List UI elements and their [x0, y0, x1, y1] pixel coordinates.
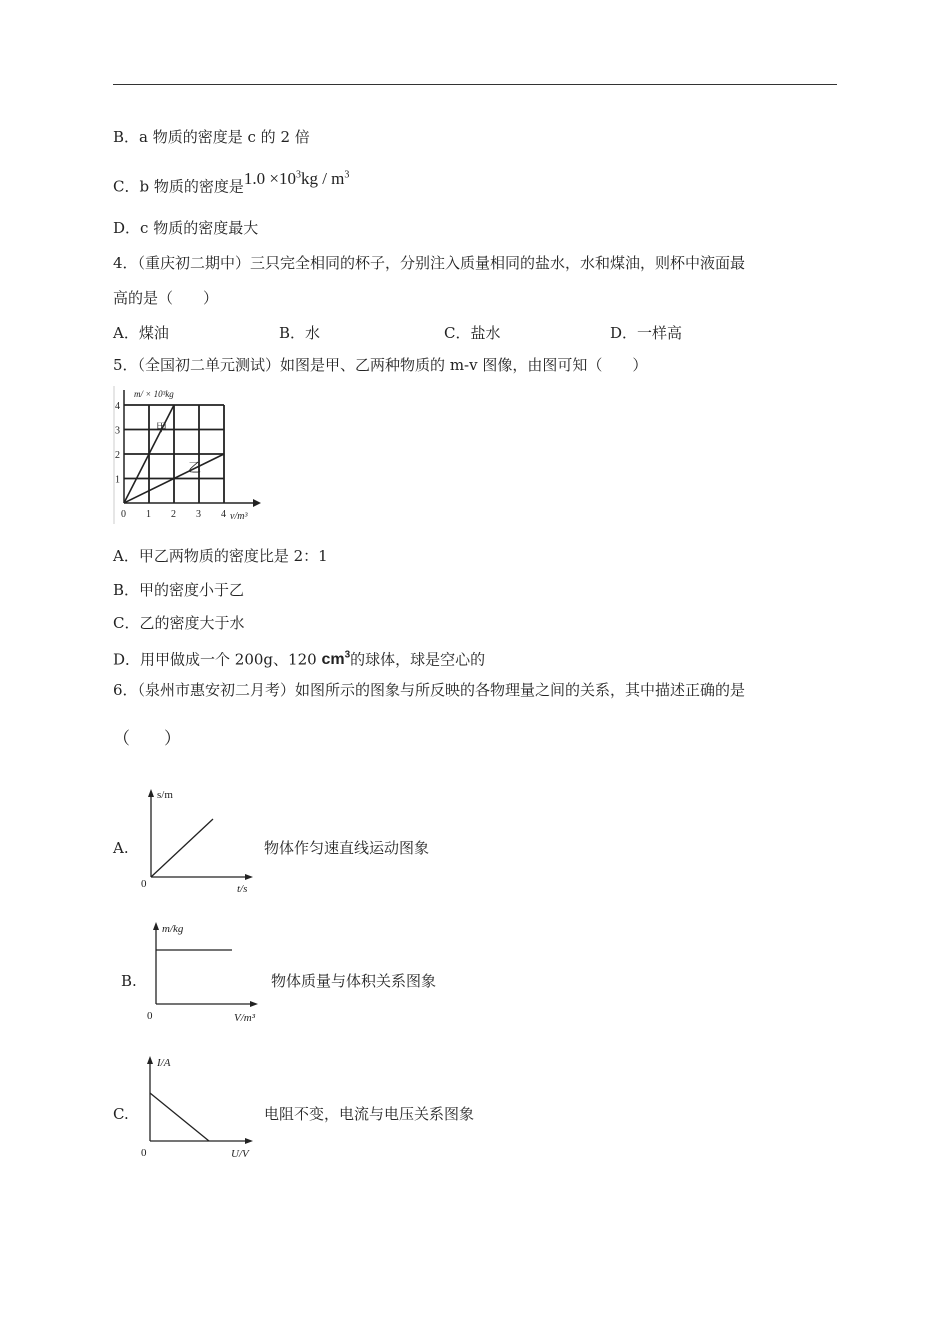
q5-x-tick: 2 — [171, 509, 176, 520]
q5-option-a: A．甲乙两物质的密度比是 2：1 — [113, 547, 328, 565]
q5-stem: 5．（全国初二单元测试）如图是甲、乙两种物质的 m-v 图像，由图可知（ ） — [113, 356, 648, 374]
option-d-prev: D．c 物质的密度最大 — [113, 219, 259, 237]
q5-y-tick: 4 — [115, 401, 120, 412]
q5-y-tick: 1 — [115, 474, 120, 486]
q4-option-d: D．一样高 — [610, 324, 683, 342]
q6a-line — [151, 819, 213, 877]
q6a-y-label: s/m — [157, 789, 173, 801]
q4-stem-line1: 4．（重庆初二期中）三只完全相同的杯子，分别注入质量相同的盐水，水和煤油，则杯中液面最 — [113, 254, 746, 272]
q6a-x-label: t/s — [237, 883, 248, 895]
q6b-x-label: V/m³ — [234, 1012, 256, 1024]
option-c-prev — [113, 168, 350, 197]
q6-stem: 6．（泉州市惠安初二月考）如图所示的图象与所反映的各物理量之间的关系，其中描述正确的是 — [113, 681, 746, 699]
q6-option-b-letter: B. — [121, 972, 137, 990]
q5-x-tick: 3 — [196, 509, 201, 520]
q5-mv-graph — [110, 384, 270, 526]
q6c-y-label: I/A — [157, 1057, 171, 1069]
q5-x-tick: 0 — [121, 509, 126, 520]
q5-y-tick: 2 — [115, 450, 120, 461]
q6-option-c-desc: 电阻不变，电流与电压关系图象 — [264, 1105, 475, 1123]
q5-label-jia: 甲 — [156, 422, 167, 434]
q4-stem-line2: 高的是（ ） — [113, 289, 219, 307]
q6-graph-b — [140, 918, 270, 1028]
density-formula: $1.0 \times 10^3kg / m^3$ — [243, 168, 350, 188]
q6c-line — [150, 1093, 209, 1141]
option-b-prev: B．a 物质的密度是 c 的 2 倍 — [113, 128, 310, 146]
q4-option-b: B．水 — [279, 324, 321, 342]
cm3-unit: $cm^3$ — [321, 650, 351, 669]
q5-x-axis-label: v/m³ — [230, 511, 248, 522]
q5-y-axis-label: m/ × 10³kg — [134, 389, 174, 399]
q6-option-a-desc: 物体作匀速直线运动图象 — [264, 839, 430, 857]
q6-graph-c — [135, 1050, 265, 1160]
q5-option-d: D．用甲做成一个 200g、120 $cm^3$的球体，球是空心的 — [113, 650, 486, 669]
q5-option-b: B．甲的密度小于乙 — [113, 581, 245, 599]
q6a-origin: 0 — [141, 878, 147, 890]
q4-option-a: A．煤油 — [113, 324, 169, 342]
q5-label-yi: 乙 — [188, 460, 202, 475]
option-c-prev-text: C．b 物质的密度是 — [113, 177, 244, 196]
q6-option-c-letter: C. — [113, 1105, 129, 1123]
q4-option-c: C．盐水 — [444, 324, 501, 342]
header-rule — [113, 84, 837, 85]
q5-x-arrow — [253, 499, 261, 507]
q6c-origin: 0 — [141, 1147, 147, 1159]
q6-option-a-letter: A. — [113, 839, 129, 857]
q5-y-tick: 3 — [115, 425, 120, 437]
q5-x-tick: 4 — [221, 509, 226, 520]
q6c-x-label: U/V — [231, 1148, 249, 1160]
q6-graph-a — [135, 785, 260, 895]
q6b-y-label: m/kg — [162, 923, 184, 935]
q6b-origin: 0 — [147, 1010, 153, 1022]
q5-x-tick: 1 — [146, 509, 151, 520]
q5-option-c: C．乙的密度大于水 — [113, 614, 245, 632]
q6-paren: （ ） — [113, 729, 181, 749]
q6-option-b-desc: 物体质量与体积关系图象 — [271, 972, 437, 990]
